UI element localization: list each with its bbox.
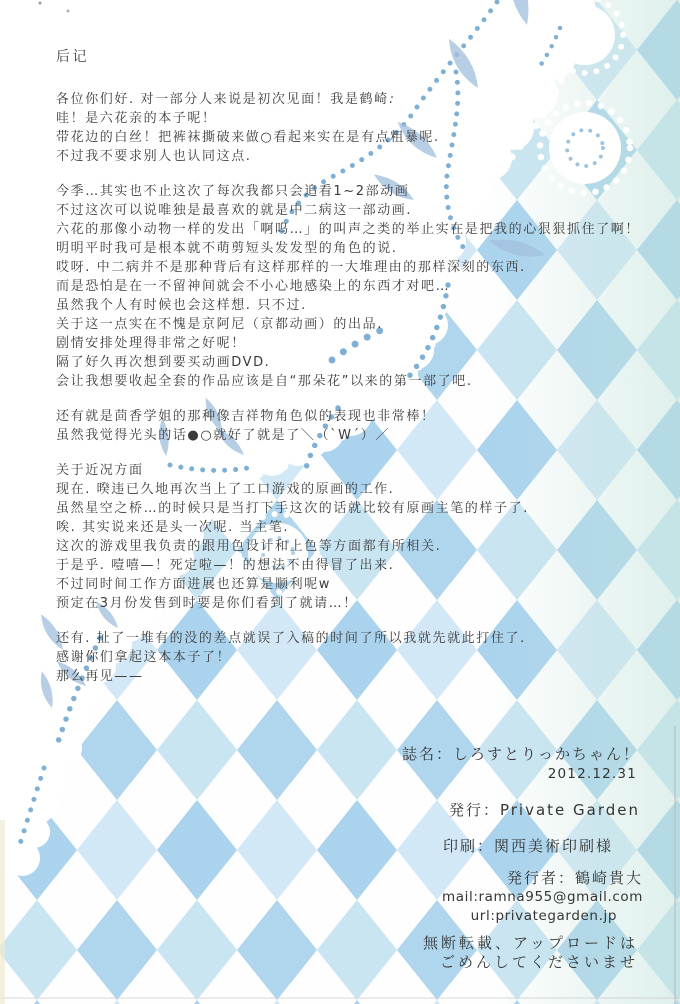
text-line: 隔了好久再次想到要买动画DVD. <box>56 355 271 370</box>
text-line: 虽然星空之桥…的时候只是当打下手这次的话就比较有原画主笔的样子了. <box>56 501 529 516</box>
colophon-line: mail:ramna955@gmail.com <box>442 889 643 905</box>
colophon-line: 発行者：鶴崎貴大 <box>506 869 643 887</box>
colophon-line: 誌名：しろすとりっかちゃん！ <box>401 745 640 763</box>
paragraph <box>56 90 672 166</box>
text-line: 唉. 其实说来还是头一次呢. 当主笔. <box>56 520 290 535</box>
text-line: 这次的游戏里我负责的跟用色设计和上色等方面都有所相关. <box>56 539 442 554</box>
afterword-body <box>56 90 672 686</box>
text-line: 那么再见—— <box>56 669 144 684</box>
colophon-line: 2012.12.31 <box>547 766 637 782</box>
colophon-line: 発行：Private Garden <box>448 801 640 819</box>
text-line: 感谢你们拿起这本本子了！ <box>56 650 232 665</box>
colophon-line: 無断転載、アップロードは <box>423 934 638 952</box>
text-line: 虽然我个人有时候也会这样想. 只不过. <box>56 298 307 313</box>
colophon-section <box>402 744 643 986</box>
text-line: 而是恐怕是在一不留神间就会不小心地感染上的东西才对吧… <box>56 279 451 294</box>
colophon-line: url:privategarden.jp <box>470 908 617 924</box>
colophon-group <box>402 869 643 926</box>
colophon-group <box>402 744 643 785</box>
paragraph <box>56 629 672 686</box>
text-line: 预定在3月份发售到时要是你们看到了就请…！ <box>56 596 358 611</box>
colophon-line: ごめんしてくださいませ <box>439 953 638 971</box>
text-line: 剧情安排处理得非常之好呢！ <box>56 336 246 351</box>
text-line: 哇！是六花亲的本子呢！ <box>56 111 217 126</box>
text-line: 哎呀. 中二病并不是那种背后有这样那样的一大堆理由的那样深刻的东西. <box>56 260 526 275</box>
text-line: 不过这次可以说唯独是最喜欢的就是中二病这一部动画. <box>56 203 413 218</box>
text-line: 现在. 暌违已久地再次当上了工口游戏的原画的工作. <box>56 482 395 497</box>
afterword-heading: 后记 <box>56 49 89 65</box>
colophon-line: 印刷：関西美術印刷様 <box>442 837 613 855</box>
text-line: 今季…其实也不止这次了每次我都只会追看1~2部动画 <box>56 184 410 199</box>
text-line: 关于近况方面 <box>56 463 144 478</box>
text-line: 于是乎. 噎嘻—！死定啦—！的想法不由得冒了出来. <box>56 558 395 573</box>
text-line: 会让我想要收起全套的作品应该是自“那朵花”以来的第一部了吧. <box>56 374 473 389</box>
colophon-group <box>402 835 643 857</box>
paragraph <box>56 407 672 445</box>
text-line: 不过同时间工作方面进展也还算是顺利呢w <box>56 577 332 592</box>
text-line: 不过我不要求别人也认同这点. <box>56 149 252 164</box>
afterword-section <box>56 48 672 702</box>
colophon-group <box>402 799 643 821</box>
text-line: 还有就是茴香学姐的那种像吉祥物角色似的表现也非常棒！ <box>56 409 436 424</box>
colophon-group <box>402 934 643 972</box>
text-line: 各位你们好. 对一部分人来说是初次见面！我是鹤崎. <box>56 92 395 107</box>
text-line: 还有. 扯了一堆有的没的差点就误了入稿的时间了所以我就先就此打住了. <box>56 631 526 646</box>
text-line: 明明平时我可是根本就不萌剪短头发发型的角色的说. <box>56 241 398 256</box>
text-line: 带花边的白丝！把裤袜撕破来做○看起来实在是有点粗暴呢. <box>56 130 440 145</box>
text-line: 关于这一点实在不愧是京阿尼（京都动画）的出品. <box>56 317 383 332</box>
paragraph <box>56 182 672 391</box>
paragraph <box>56 461 672 613</box>
text-line: 六花的那像小动物一样的发出「啊呜…」的叫声之类的举止实在是把我的心狠狠抓住了啊！ <box>56 222 641 237</box>
text-line: 虽然我觉得光头的话●○就好了就是了＼（`W´）／ <box>56 428 390 443</box>
